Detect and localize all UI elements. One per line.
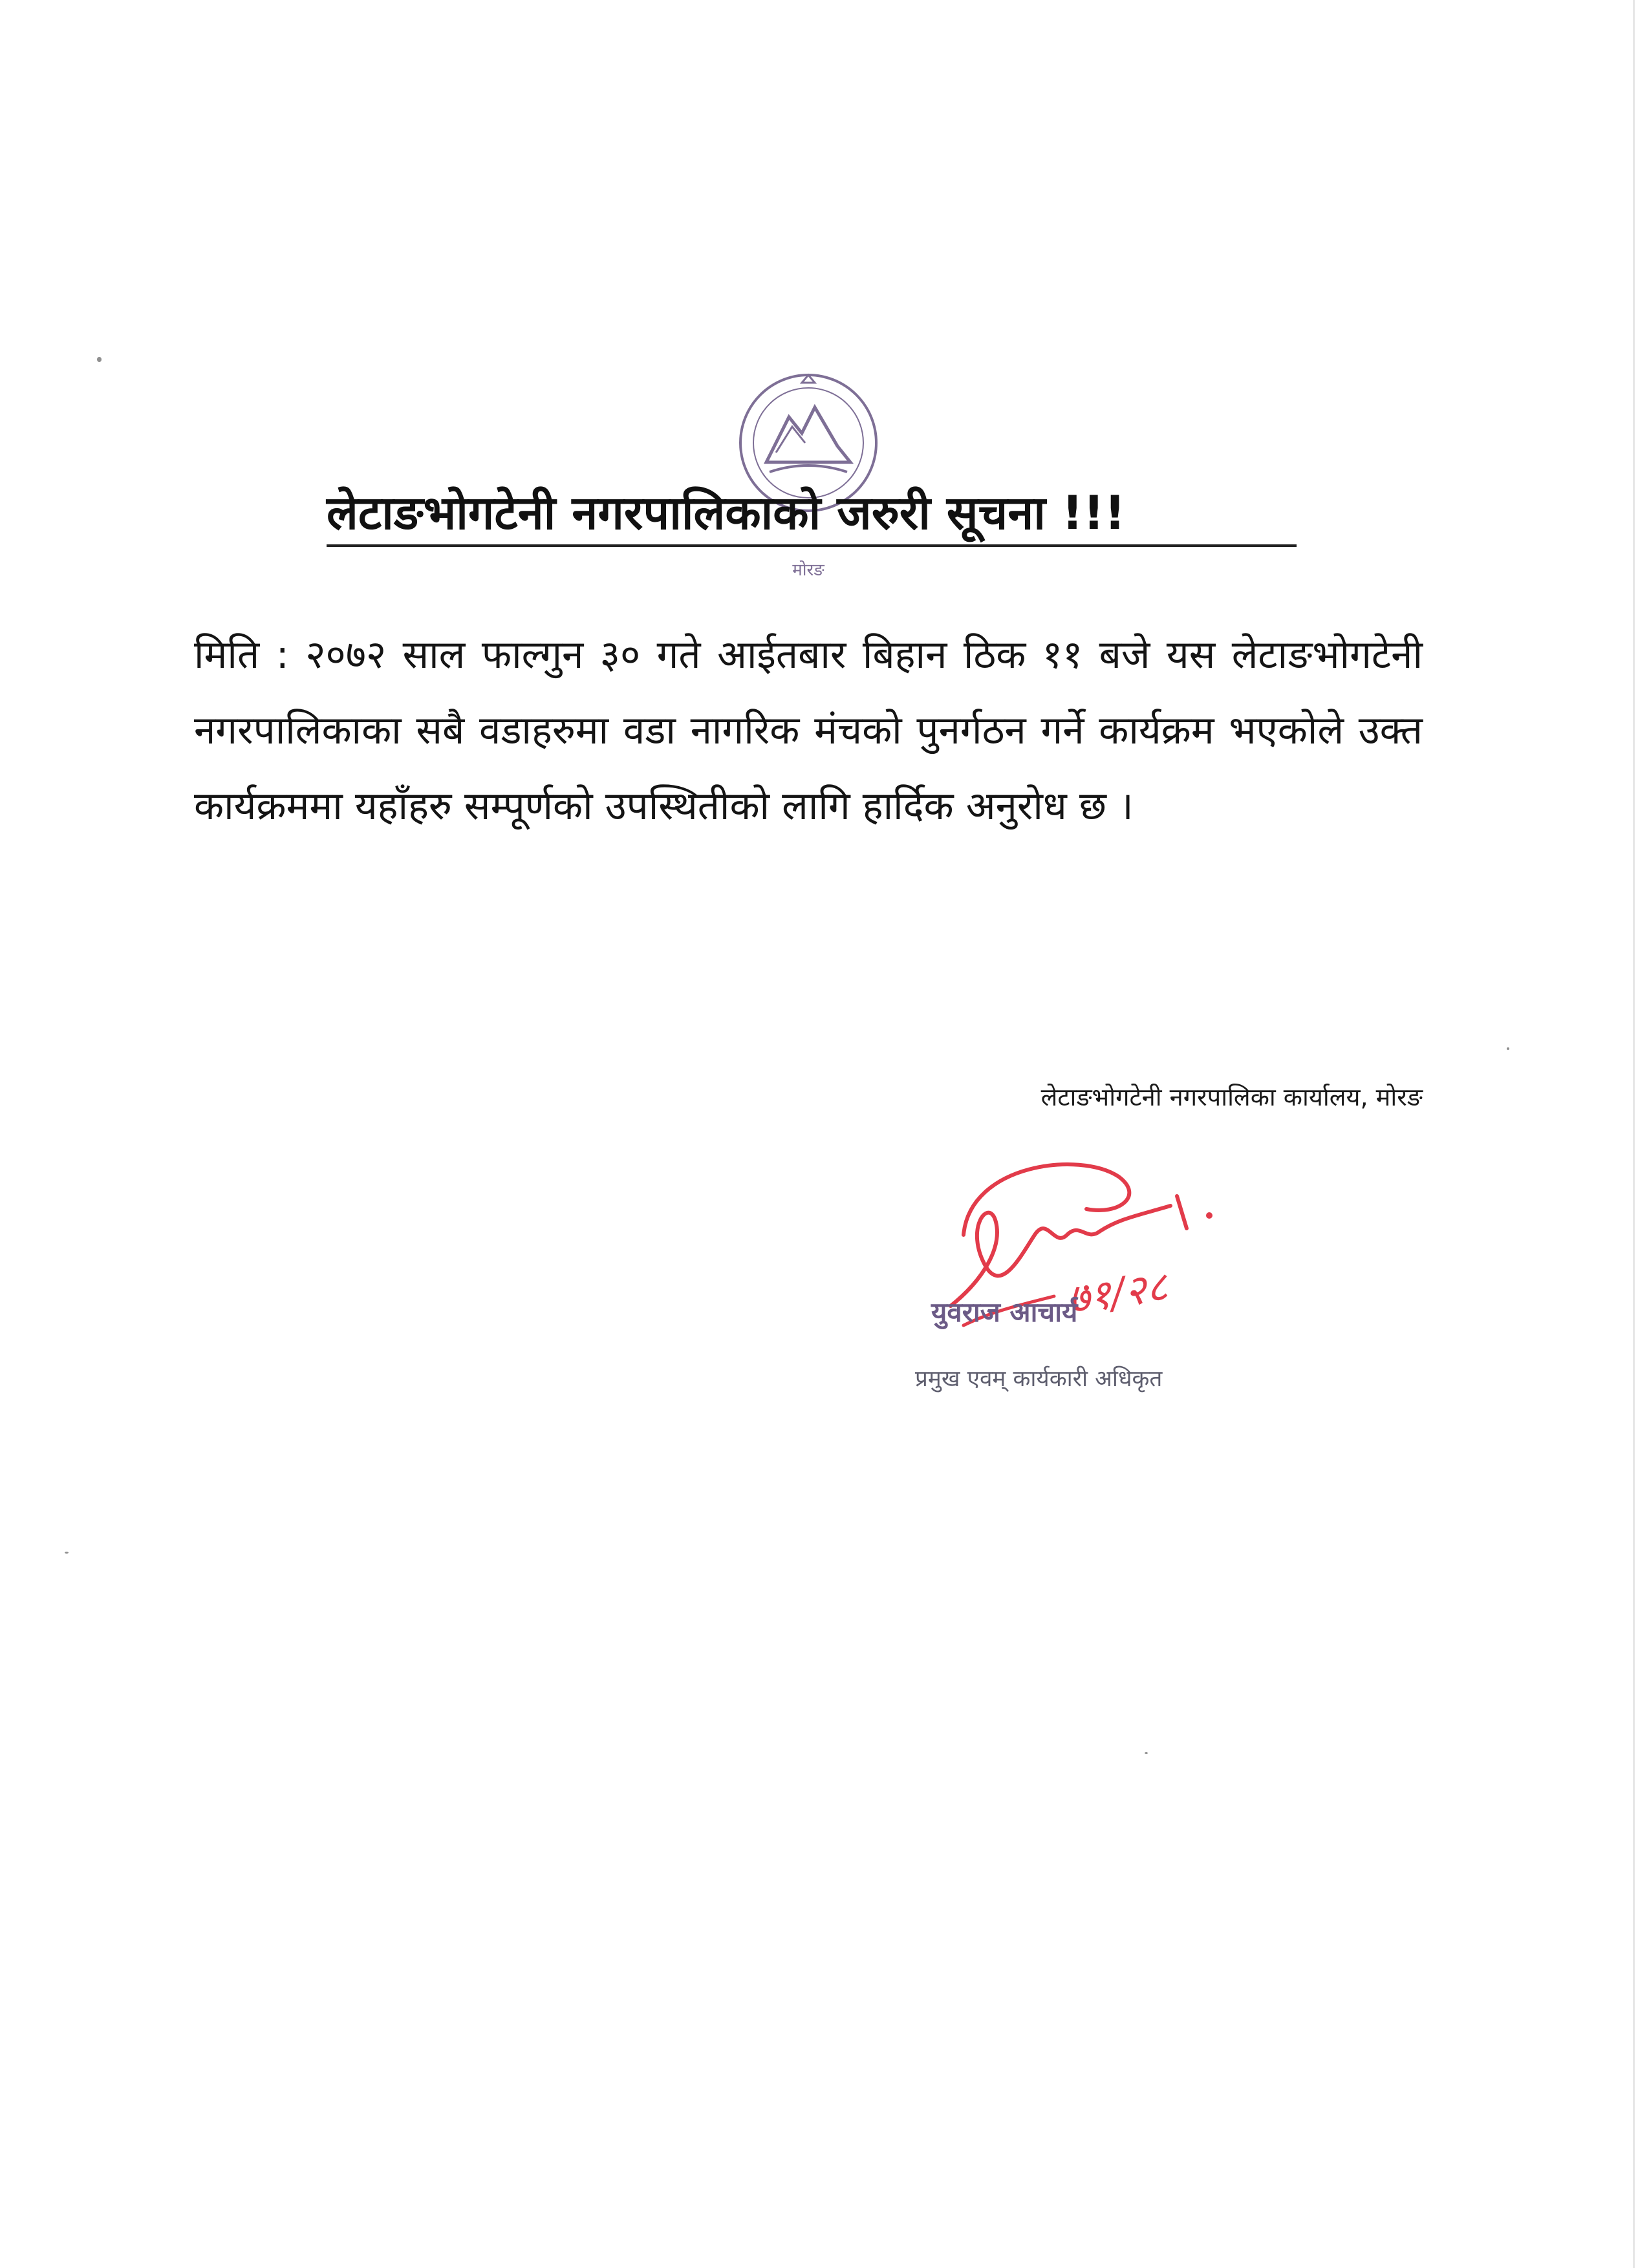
officer-name: युवराज आचार्य bbox=[931, 1296, 1078, 1328]
seal-district-label: मोरङ bbox=[792, 561, 824, 580]
title-underline bbox=[327, 544, 1297, 547]
notice-title: लेटाङभोगटेनी नगरपालिकाको जरुरी सूचना !!! bbox=[327, 486, 1126, 540]
notice-body: मिति : २०७२ साल फाल्गुन ३० गते आईतबार बिहान ठिक ११ बजे यस लेटाङभोगटेनी नगरपालिकाका सबै वडाहरुमा वडा नागरिक मंचको पुनर्गठन गर्ने कार्यक्रम भएकोले उक्त कार्यक्रममा यहाँहरु सम्पूर्णको उपस्थितीको लागि हार्दिक अनुरोध छ । bbox=[194, 632, 1423, 829]
scan-edge-line bbox=[1633, 0, 1635, 2268]
scan-speck bbox=[65, 1552, 69, 1554]
scan-speck bbox=[1507, 1047, 1509, 1050]
scan-speck bbox=[1145, 1752, 1148, 1754]
office-name: लेटाङभोगटेनी नगरपालिका कार्यालय, मोरङ bbox=[1040, 1083, 1423, 1111]
handwritten-date: ७१/२८ bbox=[1064, 1263, 1171, 1325]
officer-title: प्रमुख एवम् कार्यकारी अधिकृत bbox=[915, 1366, 1163, 1392]
scan-speck bbox=[97, 357, 102, 362]
